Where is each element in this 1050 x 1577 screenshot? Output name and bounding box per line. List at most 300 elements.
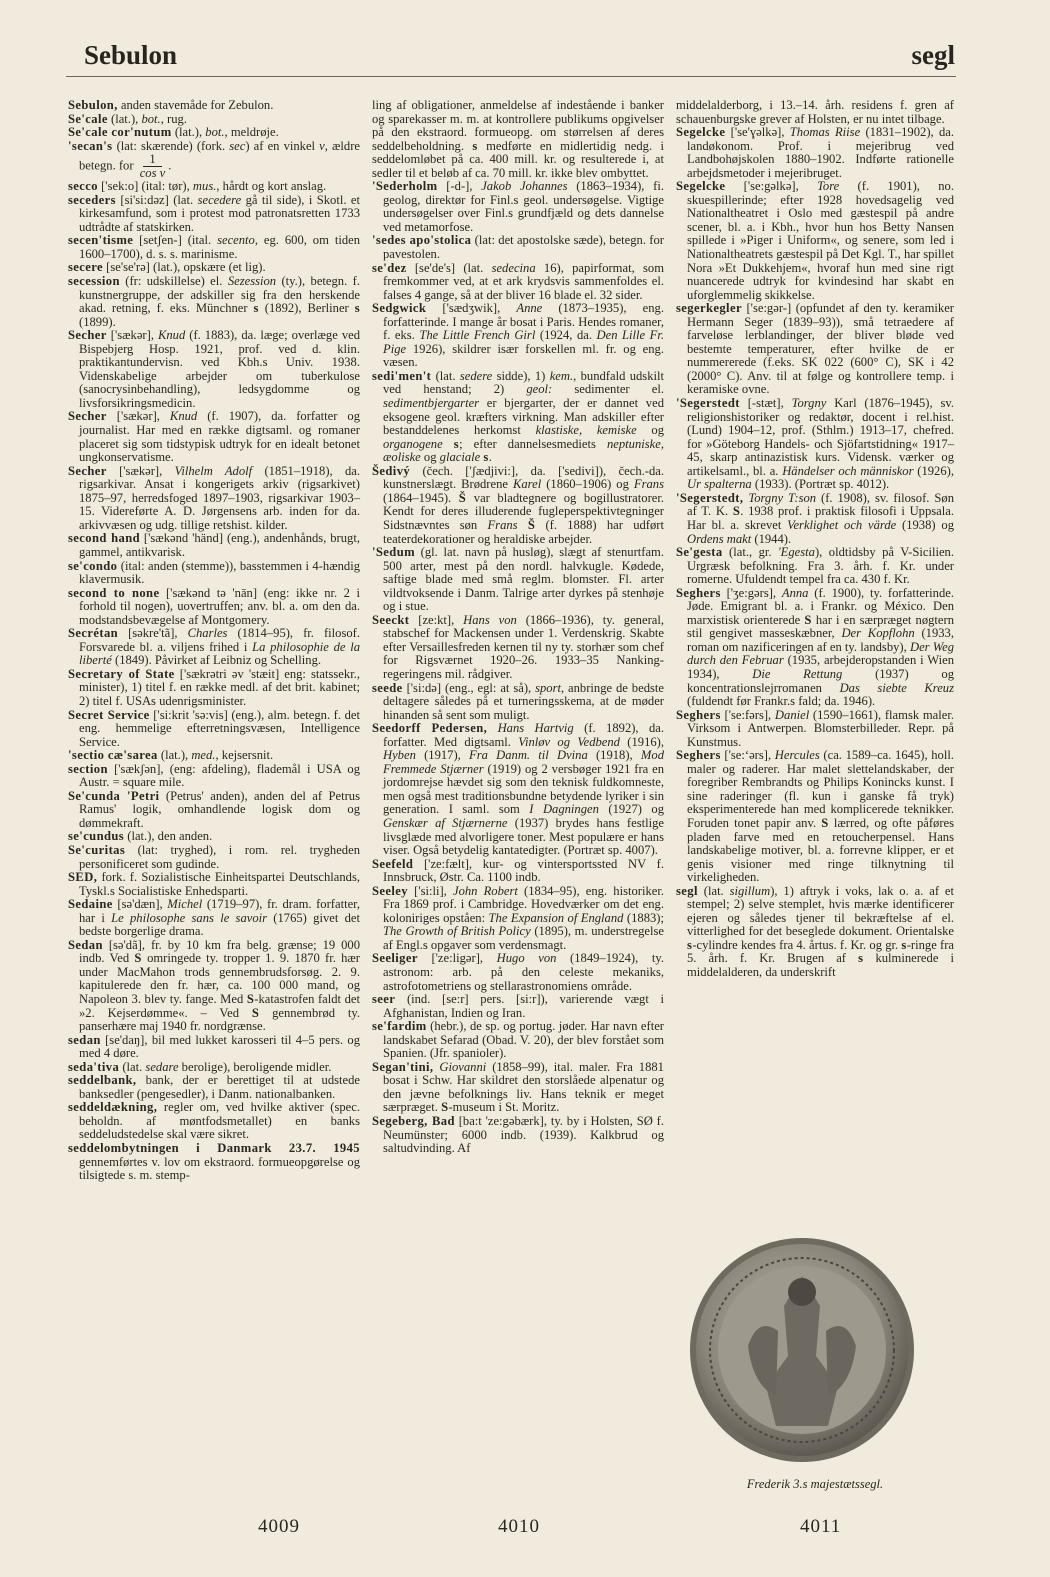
column-2 bbox=[372, 99, 664, 1156]
entry-text: bank, der er berettiget til at udstede banksedler (pengesedler), i Danm. nationalbanken. bbox=[79, 1073, 360, 1101]
italic-text: Ur spalterna bbox=[687, 477, 752, 492]
entry-text: -katastrofen faldt det »2. Kejserdømme«. – Ved bbox=[79, 992, 360, 1020]
entry-text: (ty.), betegn. f. kunstnergruppe, der adskiller sig fra den herskende akad. retning, f. eks. Münchner bbox=[79, 274, 360, 316]
dictionary-entry bbox=[372, 885, 664, 953]
entry-text: ['ze:fælt], kur- og vintersportssted NV f. Innsbruck, Østr. Ca. 1100 indb. bbox=[383, 856, 664, 885]
entry-text: (1892), Berliner bbox=[258, 301, 355, 316]
entry-text: er bjergarter, der er dannet ved eksogene geol. kræfters virkning. Man adskiller efter bestanddelenes herkomst bbox=[383, 396, 664, 438]
entry-text: (f. 1892), da. forfatter. Med digtsaml. bbox=[383, 721, 665, 749]
entry-headword: se'fardim bbox=[372, 1019, 427, 1034]
italic-text: Tore bbox=[817, 179, 840, 194]
dictionary-entry bbox=[68, 410, 360, 464]
entry-text: ['sækənd tə 'nān] (eng: ikke nr. 2 i forhold til nogen), uovertruffen; anv. bl. a. om den da. modstandsbevægelse af Montgomery. bbox=[79, 585, 361, 627]
entry-text: sidde), 1) bbox=[492, 368, 550, 383]
entry-text: [se'de's] (lat. bbox=[406, 260, 492, 275]
italic-text: Hyben bbox=[383, 748, 416, 763]
entry-text: (lat.), bbox=[171, 125, 206, 140]
entry-text: (1849). Påvirket af Leibniz og Schelling. bbox=[111, 653, 322, 668]
entry-headword: Secher bbox=[68, 409, 107, 424]
entry-text: sedimenter el. bbox=[552, 382, 664, 397]
entry-text: Karl (1876–1945), sv. religionshistoriker og redaktør, docent i rel.hist. (Lund) 1904–12, prof. (Sthlm.) 1913–17, chefred. for »Göteborg Handels- och Sjöfartstidning« 1917–45, skarp antinazistisk kurs. Vidensk. værker og artikelsaml., bl. a. bbox=[687, 396, 955, 478]
entry-text: (1937) og koncentrationslejrromanen bbox=[687, 666, 954, 695]
entry-headword: secen'tisme bbox=[68, 233, 134, 248]
entry-headword: 'Segerstedt bbox=[676, 396, 740, 411]
running-head-right: segl bbox=[911, 40, 955, 70]
entry-headword: S bbox=[251, 1005, 260, 1020]
entry-text: ['si:krit 'sə:vis] (eng.), alm. betegn. f. det eng. hemmelige efterretningsvæsen, Intelligence Service. bbox=[79, 707, 360, 749]
entry-text: [-stæt], bbox=[739, 396, 792, 411]
entry-text: (lat: skærende) (fork. bbox=[112, 138, 230, 153]
entry-text: (f. 1901), no. skuespillerinde; efter 1928 hovedsagelig ved Nationaltheatret i Oslo med gæstespil på andre scener, bl. a. i Kbh., hvor hun hos Betty Nansen spillede i »Piger i Uniform«, og senere, som led i Nationaltheatrets gæstespil på Det Kgl. T., har spillet Nora »Et Dukkehjem«, hvoraf hun med sine rigt nuancerede udtryk for kvindesind har skabt en uforglemmelig skikkelse. bbox=[687, 179, 954, 302]
entry-text: (čech. ['ʃædjivi:], da. ['sedivi]), čech.-da. kunstnerslægt. Brødrene bbox=[383, 463, 664, 492]
dictionary-entry bbox=[676, 180, 954, 302]
italic-text: Frans bbox=[633, 477, 664, 492]
entry-text: ['ʒe:gərs], bbox=[720, 585, 782, 600]
italic-text: Hans von bbox=[463, 612, 517, 627]
entry-text: omringede ty. tropper 1. 9. 1870 fr. hær under MacMahon trods gennembrudsforsøg. 2. 9. kapitulerede den fr. hær, ca. 100 000 mand, og Napoleon 3. blev ty. fange. Med bbox=[79, 951, 360, 1006]
entry-headword: Seeley bbox=[372, 883, 408, 898]
entry-text: ['si:li], bbox=[407, 883, 453, 898]
header-rule bbox=[66, 76, 956, 77]
dictionary-entry bbox=[68, 749, 360, 763]
entry-text: (ind. [se:r] pers. [si:r]), varierende vægt i Afghanistan, Indien og Iran. bbox=[383, 992, 664, 1020]
entry-text: 16), papirformat, som fremkommer ved, at et ark krydsvis sammenfoldes el. falses 4 gange, så at der bliver 16 blade el. 32 sider. bbox=[383, 260, 664, 302]
entry-headword: Secretary of State bbox=[68, 666, 175, 681]
italic-text: geol: bbox=[526, 382, 553, 397]
italic-text: Vilhelm Adolf bbox=[174, 463, 253, 478]
italic-text: Hugo von bbox=[496, 951, 557, 966]
entry-text: (1849–1924), ty. astronom: arb. på den celeste mekaniks, astrofotometriens og stellarastronomiens område. bbox=[383, 951, 664, 993]
entry-text: (Petrus' anden), anden del af Petrus Ramus' logik, omhandlende logisk dom og dømmekraft. bbox=[79, 788, 360, 830]
entry-headword: Secret Service bbox=[68, 707, 150, 722]
entry-text: (1864–1945). bbox=[383, 490, 459, 505]
dictionary-entry bbox=[68, 844, 360, 871]
italic-text: Mod Fremmede Stjærner bbox=[383, 748, 665, 776]
italic-text: Das siebte Kreuz bbox=[839, 680, 954, 695]
dictionary-entry bbox=[372, 1115, 664, 1156]
italic-text: Fra Danm. til Dvina bbox=[469, 748, 588, 763]
entry-text bbox=[487, 721, 497, 735]
entry-text bbox=[443, 437, 454, 451]
entry-headword: seer bbox=[372, 992, 396, 1007]
entry-text: , anbringe de bedste deltagere således på et turneringsskema, at de møder hinanden så sent som muligt. bbox=[383, 680, 664, 722]
entry-text: og bbox=[420, 450, 440, 465]
entry-headword: segerkegler bbox=[676, 301, 742, 316]
entry-headword: sedi'men't bbox=[372, 368, 432, 383]
entry-text: [-d-], bbox=[437, 179, 482, 194]
entry-text: var bladtegnere og bogillustratorer. Kendt for deres illuderende fugleperspektivtegninger Sidstnævntes søn bbox=[383, 490, 665, 532]
italic-text: Anne bbox=[516, 301, 543, 316]
entry-text: (1926), bbox=[913, 463, 954, 478]
italic-text: John Robert bbox=[452, 883, 518, 898]
entry-headword: secco bbox=[68, 179, 98, 194]
italic-text: Thomas Riise bbox=[789, 125, 861, 140]
dictionary-entry bbox=[676, 397, 954, 492]
entry-headword: se'dez bbox=[372, 260, 407, 275]
entry-headword: s bbox=[483, 450, 489, 465]
italic-text: sec bbox=[229, 138, 246, 153]
entry-headword: s bbox=[858, 951, 864, 966]
entry-text: ['sækənd 'händ] (eng.), andenhånds, brugt, gammel, antikvarisk. bbox=[79, 531, 360, 559]
entry-headword: Se'cale bbox=[68, 111, 108, 126]
running-head-left: Sebulon bbox=[84, 40, 178, 70]
royal-seal-image bbox=[688, 1236, 916, 1464]
entry-text: (ca. 1589–ca. 1645), holl. maler og raderer. Har malet slettelandskaber, der foregriber Rembrandts og Philips Konincks kunst. I sine raderinger (fl. kun i ganske få tryk) eksperimenterede han med komplicerede teknikker. Foruden tonet papir anv. bbox=[687, 748, 954, 830]
entry-headword: Seefeld bbox=[372, 856, 414, 871]
entry-text: (1719–97), fr. dram. forfatter, har i bbox=[79, 897, 360, 925]
italic-text: The Little French Girl bbox=[419, 328, 536, 343]
dictionary-entry bbox=[676, 749, 954, 884]
entry-text: (1873–1935), eng. forfatterinde. I mange år bosat i Paris. Hendes romaner, f. eks. bbox=[383, 301, 664, 343]
entry-text: fork. f. Sozialistische Einheitspartei Deutschlands, Tyskl.s Socialistiske Enhedsparti. bbox=[79, 870, 360, 898]
italic-text: sedare bbox=[145, 1059, 179, 1074]
entry-text: ), 1) aftryk i voks, lak o. a. af et stempel; 2) selve stemplet, hvis mærke identificerer ejeren og således tjener til bekræftelse af el. vitterlighed for det beseglede dokument. Orientalske bbox=[687, 883, 954, 939]
italic-text: secedere bbox=[197, 192, 242, 207]
entry-headword: Sedan bbox=[68, 937, 103, 952]
dictionary-entry bbox=[676, 492, 954, 546]
entry-headword: Seghers bbox=[676, 748, 721, 763]
italic-text: Hercules bbox=[774, 748, 820, 763]
entry-text: (1944). bbox=[751, 531, 792, 546]
entry-text: (1851–1918), da. rigsarkivar. Ansat i kongerigets arkiv (rigsarkivet) 1875–97, herredsfoged 1897–1903, rigsarkivar 1903–15. Videreførte A. D. Jørgensens arb. inden for da. arkivvæsen og udg. tillige retshist. kilder. bbox=[79, 463, 360, 532]
entry-text: , meldrøje. bbox=[224, 125, 279, 140]
entry-headword: SED, bbox=[68, 870, 98, 885]
dictionary-entry bbox=[676, 99, 954, 126]
entry-text: ['ze:ligər], bbox=[417, 951, 497, 966]
entry-text: lærred, og ofte påføres pladen farve med en retoucherpensel. Hans landskabelige motiver, bl. a. forrevne klipper, er et genis visioner med ringe tilknytning til virkeligheden. bbox=[687, 815, 955, 885]
entry-text: ['se:fərs], bbox=[720, 707, 775, 722]
entry-headword: Seeckt bbox=[372, 612, 410, 627]
dictionary-entry bbox=[372, 952, 664, 993]
italic-text: sedere bbox=[459, 368, 493, 383]
dictionary-entry bbox=[68, 140, 360, 181]
entry-headword: Sedaine bbox=[68, 897, 113, 912]
entry-text: berolige), beroligende midler. bbox=[178, 1059, 332, 1074]
entry-text: (lat: det apostolske sæde), betegn. for pavestolen. bbox=[383, 233, 664, 262]
dictionary-entry bbox=[676, 126, 954, 180]
entry-text: (1866–1936), ty. general, stabschef for Mackensen under 1. Verdenskrig. Skabte efter Versaillesfreden kernen til ny ty. storhær som chef for Rigsværnet 1920–26. 1933–35 Nanking-regeringens mil. rådgiver. bbox=[383, 612, 664, 681]
entry-text: gennemførtes v. lov om ekstraord. formueopgørelse og tilsigtede s. m. stemp- bbox=[79, 1154, 360, 1183]
dictionary-entry bbox=[68, 99, 360, 113]
entry-headword: S bbox=[441, 1100, 449, 1115]
italic-text: organogene bbox=[383, 436, 443, 451]
entry-text: (1938) og bbox=[896, 517, 954, 532]
italic-text: The Growth of British Policy bbox=[383, 924, 531, 939]
entry-text: ['sækər], bbox=[106, 328, 158, 343]
dictionary-entry bbox=[68, 234, 360, 261]
entry-text: regler om, ved hvilke aktiver (spec. beholdn. af møntfodsmetallet) en banks seddeludstedelse skal være sikret. bbox=[79, 1100, 360, 1142]
entry-headword: S bbox=[246, 992, 255, 1006]
entry-text: . bbox=[168, 158, 172, 173]
entry-headword: S bbox=[732, 504, 741, 519]
entry-text: (1863–1934), fi. geolog, direktør for Finl.s geol. undersøgelse. Vigtige undersøgelser over Finl.s grundfjæld og dets dannelse ved metamorfose. bbox=[383, 179, 664, 234]
entry-headword: S bbox=[821, 815, 829, 830]
dictionary-entry bbox=[372, 465, 664, 546]
entry-text: (f. 1883), da. læge; overlæge ved Bispebjerg Hosp. 1921, prof. ved d. klin. praktikantundervisn. ved Kbh.s Univ. 1938. Videnskabelige arbejder om tuberkulose (sanocrysinbehandling), ledsygdomme og livsforsikringsmedicin. bbox=[79, 328, 360, 410]
dictionary-entry bbox=[372, 302, 664, 370]
entry-headword: s bbox=[472, 138, 478, 153]
dictionary-entry bbox=[68, 275, 360, 329]
entry-headword: Secrétan bbox=[68, 626, 119, 641]
entry-headword: secere bbox=[68, 260, 104, 275]
entry-text: (lat.), bbox=[157, 748, 192, 763]
entry-text: gå til side), i Skotl. et kirkesamfund, som i protest mod patronatsretten 1733 udtrådte af statskirken. bbox=[79, 192, 360, 234]
entry-headword: secession bbox=[68, 274, 120, 289]
entry-headword: Seghers bbox=[676, 707, 721, 722]
entry-headword: Se'cale cor'nutum bbox=[68, 125, 172, 140]
italic-text: Torgny bbox=[791, 396, 827, 411]
entry-text: [sə'dã], fr. by 10 km fra belg. grænse; 19 000 indb. Ved bbox=[79, 937, 360, 966]
figure-caption: Frederik 3.s majestætssegl. bbox=[746, 1477, 884, 1491]
italic-text: Der Weg durch den Februar bbox=[687, 639, 954, 668]
entry-headword: S bbox=[134, 951, 142, 966]
italic-text: La philosophie de la liberté bbox=[79, 639, 360, 668]
entry-text: ['se:gər-] (opfundet af den ty. keramiker Hermann Seger (1839–93)), små tetraedere af farveløse lerblandinger, der bliver bløde ved bestemte temperaturer, efter hvilke de er nummererede (f.eks. SK 022 (600° C), SK i 42 (2000° C). Anv. til at følge og kontrollere temp. i keramiske ovne. bbox=[687, 301, 954, 397]
entry-text: . 1938 prof. i praktisk filosofi i Uppsala. Har bl. a. skrevet bbox=[687, 504, 954, 532]
entry-text bbox=[518, 518, 528, 532]
italic-text: Hans Hartvig bbox=[497, 721, 574, 736]
entry-headword: Seeliger bbox=[372, 951, 418, 966]
entry-text: ['sædʒwik], bbox=[426, 301, 517, 316]
entry-text: (1814–95), fr. filosof. Forsvarede bl. a. viljens frihed i bbox=[79, 626, 360, 654]
dictionary-entry bbox=[676, 709, 954, 750]
entry-text: (lat.), bbox=[107, 111, 142, 126]
italic-text: sport bbox=[535, 680, 561, 695]
entry-text: ['se:gəlkə], bbox=[725, 179, 818, 194]
entry-text: -cylindre kendes fra 4. årtus. f. Kr. og gr. bbox=[692, 937, 902, 952]
dictionary-entry bbox=[68, 180, 360, 194]
entry-headword: Seedorff Pedersen, bbox=[372, 721, 488, 736]
dictionary-entry bbox=[68, 194, 360, 235]
italic-text: Den Lille Fr. Pige bbox=[383, 328, 665, 356]
entry-headword: 'Sederholm bbox=[372, 179, 438, 194]
entry-headword: s bbox=[687, 937, 693, 952]
entry-text: (1933). (Portræt sp. 4012). bbox=[751, 477, 890, 492]
entry-text: (lat. bbox=[697, 883, 730, 898]
entry-headword: Š bbox=[527, 517, 536, 532]
page-number: 4009 bbox=[258, 1516, 300, 1537]
page-number: 4011 bbox=[800, 1516, 842, 1537]
italic-text: sedecina bbox=[491, 260, 536, 275]
entry-text: (1935, arbejderopstanden i Wien 1934), bbox=[687, 653, 954, 681]
dictionary-entry bbox=[372, 370, 664, 465]
italic-text: Jakob Johannes bbox=[481, 179, 568, 194]
entry-text: og bbox=[636, 423, 665, 438]
entry-text: [se'daŋ], bil med lukket karosseri til 4–5 pers. og med 4 døre. bbox=[79, 1032, 360, 1061]
column-1 bbox=[68, 99, 360, 1183]
dictionary-entry bbox=[68, 1101, 360, 1142]
entry-headword: Seghers bbox=[676, 585, 721, 600]
entry-headword: sedan bbox=[68, 1032, 101, 1047]
italic-text: Die Rettung bbox=[752, 666, 843, 681]
entry-text: ['se'ɣəlkə], bbox=[725, 125, 790, 140]
entry-text: kulminerede i middelalderen, da underskrift bbox=[687, 951, 954, 979]
entry-headword: Segelcke bbox=[676, 125, 726, 140]
entry-text: (1895), m. understregelse af Engl.s opgaver som verdensmagt. bbox=[383, 924, 664, 952]
dictionary-entry bbox=[68, 126, 360, 140]
italic-text: Le philosophe sans le savoir bbox=[111, 910, 268, 925]
italic-text: I Dagningen bbox=[529, 802, 599, 817]
entry-text: (fuldendt før Frankr.s fald; da. 1946). bbox=[687, 694, 876, 709]
entry-text: (lat: tryghed), i rom. rel. trygheden personificeret som gudinde. bbox=[79, 842, 360, 871]
entry-headword: Se'cunda 'Petri bbox=[68, 788, 160, 803]
entry-text: (1916), bbox=[619, 734, 664, 749]
entry-text: (f. 1888) har udført teaterdekorationer og heraldiske arbejder. bbox=[383, 517, 664, 546]
entry-text: , kejsersnit. bbox=[215, 748, 274, 763]
dictionary-entry bbox=[676, 587, 954, 709]
entry-headword: Š bbox=[458, 490, 467, 505]
entry-text: ; efter dannelsesmediets bbox=[459, 436, 607, 451]
entry-headword: s bbox=[253, 301, 259, 316]
entry-text: ['se:ʻərs], bbox=[720, 748, 775, 763]
page-number: 4010 bbox=[498, 1516, 540, 1537]
entry-text: [səkre'tã], bbox=[118, 626, 188, 641]
entry-text: (1834–95), eng. historiker. Fra 1869 prof. i Cambridge. Hovedværker om det eng. koloniriges opståen: bbox=[383, 883, 664, 925]
entry-text: ['sækʃən], (eng: afdeling), flademål i USA og Austr. = square mile. bbox=[79, 761, 360, 790]
dictionary-entry bbox=[372, 614, 664, 682]
entry-text: (lat. bbox=[119, 1059, 146, 1074]
entry-text: [ze:kt], bbox=[409, 612, 464, 627]
dictionary-entry bbox=[68, 871, 360, 898]
entry-text: , rug. bbox=[160, 111, 187, 126]
dictionary-entry bbox=[372, 1020, 664, 1061]
dictionary-entry bbox=[372, 180, 664, 234]
entry-text: (f. 1908), sv. filosof. Søn af T. K. bbox=[687, 490, 954, 519]
italic-text: Knud bbox=[169, 409, 198, 424]
italic-text: secento bbox=[217, 233, 255, 248]
entry-text: , hårdt og kort anslag. bbox=[216, 179, 327, 194]
dictionary-entry bbox=[68, 939, 360, 1034]
dictionary-entry bbox=[68, 587, 360, 628]
italic-text: med. bbox=[191, 748, 216, 763]
entry-text: gennembrød ty. panserhære maj 1940 fr. nordgrænse. bbox=[79, 1005, 360, 1034]
dictionary-entry bbox=[68, 1142, 360, 1183]
entry-text: anden stavemåde for Zebulon. bbox=[117, 98, 274, 112]
entry-text: (1899). bbox=[79, 314, 116, 329]
italic-text: Händelser och människor bbox=[782, 463, 914, 478]
italic-text: Frans bbox=[487, 517, 518, 532]
entry-text: (f. 1907), da. forfatter og journalist. Har med en række digtsaml. og romaner placeret sig som tidstypisk udtryk for en idealt betonet ungkonservatisme. bbox=[79, 409, 361, 465]
entry-text: middelalderborg, i 13.–14. årh. residens f. gren af schauenburgske grever af Holsten, er nu intet tilbage. bbox=[676, 98, 954, 126]
entry-text: ['sækrətri əv 'stæit] eng: statssekr., minister), 1) titel f. en række medl. af det brit. kabinet; 2) titel f. USAs udenrigsminister. bbox=[79, 666, 360, 708]
entry-text: 1926), skildrer især forskellen ml. fr. og eng. væsen. bbox=[383, 341, 664, 370]
entry-headword: second to none bbox=[68, 585, 160, 600]
fraction-denominator: cos v bbox=[139, 166, 166, 181]
entry-headword: s bbox=[354, 301, 360, 316]
entry-headword: se'cundus bbox=[68, 829, 125, 844]
entry-text: (lat., gr. bbox=[722, 545, 778, 560]
entry-headword: se'condo bbox=[68, 558, 118, 573]
entry-text: (1858–99), ital. maler. Fra 1881 bosat i Schw. Har skildret den storslåede alpenatur og den jævne befolknings liv. Hans teknik er meget særpræget. bbox=[383, 1059, 664, 1115]
entry-text: (1919) og 2 versbøger 1921 fra en jordomrejse hævdet sig som den teknisk fuldkomneste, men også mest traditionsbundne betydende lyriker i sin generation. I saml. som bbox=[383, 761, 664, 817]
italic-text: Ordens makt bbox=[687, 531, 752, 546]
dictionary-entry bbox=[68, 763, 360, 790]
italic-text: Giovanni bbox=[439, 1059, 487, 1074]
dictionary-entry bbox=[68, 898, 360, 939]
entry-text: medførte en midlertidig nedg. i seddelomløbet på ca. 400 mill. kr. og resulterede i, at sedler til et beløb af ca. 70 mill. kr. ikke blev ombyttet. bbox=[372, 138, 664, 180]
entry-headword: s bbox=[453, 436, 460, 451]
dictionary-entry bbox=[68, 709, 360, 750]
entry-headword: 'secan's bbox=[68, 138, 113, 153]
italic-text: Vinløv og Vedbend bbox=[518, 734, 620, 749]
italic-text: Genskær af Stjærnerne bbox=[383, 815, 508, 830]
italic-text: Karel bbox=[512, 477, 542, 492]
entry-text: (1917), bbox=[415, 748, 470, 763]
entry-text: (1765) givet det bedste borgerlige drama. bbox=[79, 910, 360, 939]
dictionary-entry bbox=[68, 329, 360, 410]
entry-text: (1883); bbox=[623, 910, 664, 925]
dictionary-entry bbox=[68, 627, 360, 668]
entry-headword: Se'gesta bbox=[676, 545, 723, 560]
entry-headword: seda'tiva bbox=[68, 1059, 120, 1074]
dictionary-entry bbox=[68, 1034, 360, 1061]
entry-text: ['sækər], bbox=[106, 463, 175, 478]
dictionary-entry bbox=[372, 858, 664, 885]
entry-headword: Segan'tini, bbox=[372, 1059, 434, 1074]
dictionary-entry bbox=[68, 668, 360, 709]
entry-headword: Sedgwick bbox=[372, 301, 427, 316]
entry-text: [si'si:dəz] (lat. bbox=[115, 192, 198, 207]
entry-text: (1831–1902), da. landøkonom. Prof. i mejeribrug ved Landbohøjskolen 1880–1902. Indførte rationelle arbejdsmetoder i mejeribruget. bbox=[687, 125, 954, 180]
column-3 bbox=[676, 99, 954, 980]
fraction-numerator: 1 bbox=[143, 153, 161, 167]
italic-text: Michel bbox=[167, 897, 203, 912]
italic-text: klastiske, kemiske bbox=[535, 423, 637, 438]
entry-text: har i en særpræget nøgtern stil gengivet masseskæbner, bbox=[687, 612, 954, 641]
entry-headword: section bbox=[68, 761, 108, 776]
entry-text: , bundfald udskilt ved henstand; 2) bbox=[383, 368, 664, 397]
italic-text: Daniel bbox=[774, 707, 810, 722]
dictionary-entry bbox=[68, 560, 360, 587]
italic-text: 'Egesta bbox=[777, 545, 815, 560]
entry-text: (1590–1661), flamsk maler. Virksom i Antwerpen. Blomsterbilleder. Repr. på Kunstmus. bbox=[687, 707, 954, 749]
dictionary-entry bbox=[676, 885, 954, 980]
entry-text: (1860–1906) og bbox=[541, 477, 634, 492]
entry-text: (ital: anden (stemme)), basstemmen i 4-hændig klavermusik. bbox=[79, 558, 360, 587]
entry-text: (1937) brydes hans festlige livsglæde med alvorligere toner. Mest populære er hans viser. Også betydelig kantatedigter. (Portræt sp. 4007). bbox=[383, 815, 665, 858]
dictionary-entry bbox=[68, 1074, 360, 1101]
entry-text: [se'se'rə] (lat.), opskære (et lig). bbox=[103, 260, 266, 275]
italic-text: Sezession bbox=[227, 274, 277, 289]
italic-text: bot. bbox=[141, 111, 161, 126]
italic-text: Knud bbox=[157, 328, 186, 343]
entry-headword: seddelombytningen i Danmark 23.7. 1945 bbox=[68, 1141, 360, 1156]
entry-headword: 'Segerstedt, bbox=[676, 490, 744, 505]
italic-text: kem. bbox=[549, 368, 574, 383]
dictionary-entry bbox=[372, 99, 664, 180]
entry-text: , eg. 600, om tiden 1600–1700), d. s. s. marinisme. bbox=[79, 233, 360, 261]
entry-headword: segl bbox=[676, 883, 698, 898]
entry-text: ['si:də] (eng., egl: at så), bbox=[402, 680, 536, 695]
dictionary-entry bbox=[372, 722, 664, 857]
dictionary-entry bbox=[676, 302, 954, 397]
italic-text: glaciale bbox=[439, 450, 481, 465]
italic-text: Anna bbox=[781, 585, 809, 600]
dictionary-entry bbox=[372, 234, 664, 261]
dictionary-entry bbox=[372, 993, 664, 1020]
entry-headword: seceders bbox=[68, 192, 116, 207]
entry-text: (f. 1900), ty. forfatterinde. Jøde. Emigrant bl. a. i Frankr. og México. Den marxistisk orienterede bbox=[687, 585, 954, 627]
entry-headword: Šedivý bbox=[372, 463, 411, 478]
entry-text: ), oldtidsby på V-Sicilien. Urgræsk befolkning. Fra 3. årh. f. Kr. under romerne. Ufuldendt tempel fra ca. 430 f. Kr. bbox=[687, 545, 954, 587]
entry-headword: seede bbox=[372, 680, 403, 695]
dictionary-entry bbox=[372, 1061, 664, 1115]
italic-text: Verklighet och värde bbox=[787, 517, 897, 532]
entry-text: ) af en vinkel bbox=[245, 138, 320, 153]
dictionary-entry bbox=[676, 546, 954, 587]
dictionary-entry bbox=[68, 465, 360, 533]
italic-text: v bbox=[319, 138, 325, 153]
